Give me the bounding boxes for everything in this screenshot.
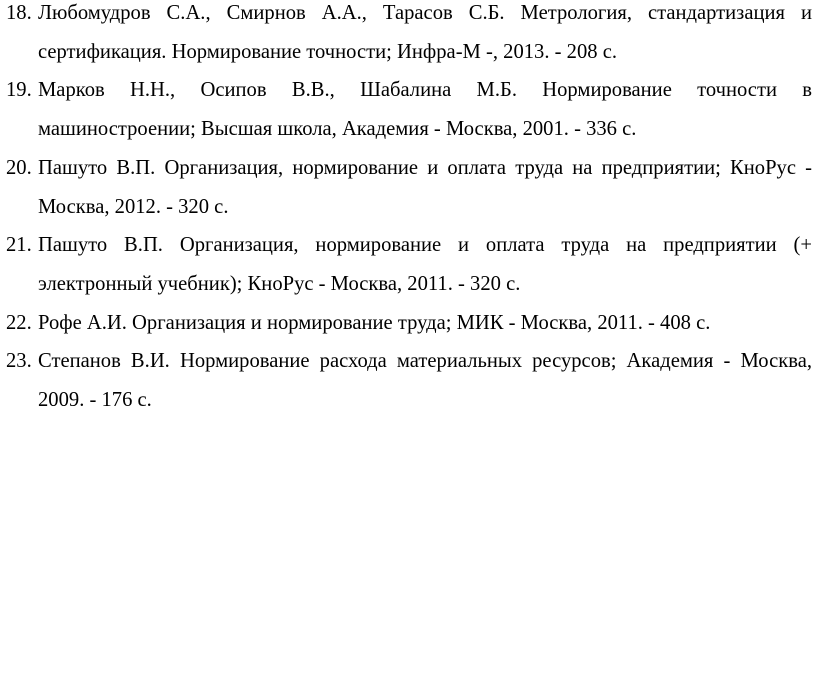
reference-item-22: [6, 304, 812, 343]
reference-number: 21.: [6, 234, 32, 257]
reference-number: 20.: [6, 156, 32, 179]
reference-item-21: [6, 226, 812, 303]
reference-text: Рофе А.И. Организация и нормирование труда; МИК - Москва, 2011. - 408 с.: [38, 311, 711, 334]
reference-item-23: [6, 342, 812, 419]
reference-item-20: [6, 149, 812, 226]
reference-text: Любомудров С.А., Смирнов А.А., Тарасов С.Б. Метрология, стандартизация и сертификация. Нормирование точности; Инфра-М -, 2013. - 208 с.: [38, 2, 812, 63]
reference-number: 18.: [6, 2, 32, 24]
reference-number: 22.: [6, 311, 32, 334]
reference-text: Марков Н.Н., Осипов В.В., Шабалина М.Б. Нормирование точности в машиностроении; Высшая школа, Академия - Москва, 2001. - 336 с.: [38, 79, 812, 141]
reference-text: Пашуто В.П. Организация, нормирование и оплата труда на предприятии; КноРус - Москва, 2012. - 320 с.: [38, 156, 812, 218]
reference-list: [6, 0, 812, 420]
reference-number: 19.: [6, 79, 32, 102]
reference-item-19: [6, 71, 812, 148]
reference-number: 23.: [6, 350, 32, 373]
reference-item-18: [6, 0, 812, 71]
reference-text: Степанов В.И. Нормирование расхода материальных ресурсов; Академия - Москва, 2009. - 176 с.: [38, 350, 812, 412]
reference-text: Пашуто В.П. Организация, нормирование и оплата труда на предприятии (+ электронный учебник); КноРус - Москва, 2011. - 320 с.: [38, 234, 812, 295]
